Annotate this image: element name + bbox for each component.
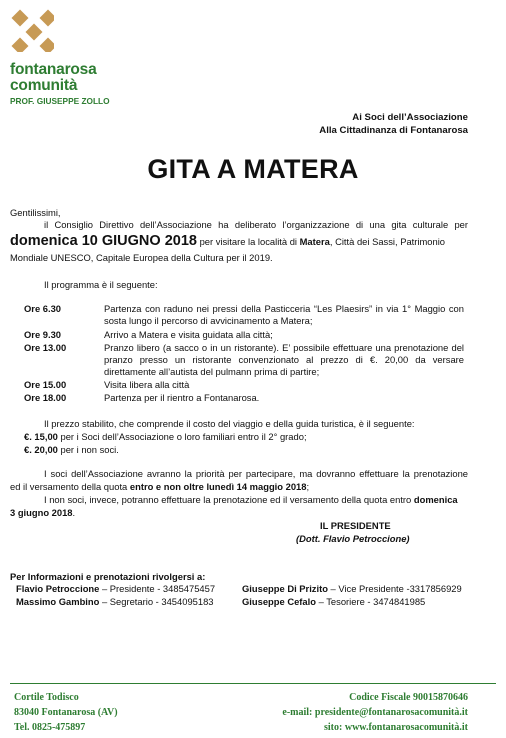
footer-divider [10, 683, 496, 684]
greeting: Gentilissimi, [10, 207, 61, 218]
logo-square-icon [12, 38, 29, 52]
contact-name: Massimo Gambino [16, 596, 100, 607]
intro-line2 [10, 235, 468, 248]
nonmember-deadline-end: 3 giugno 2018 [10, 507, 73, 518]
program-desc: Arrivo a Matera e visita guidata alla città; [104, 329, 273, 340]
logo-mark-icon [10, 8, 54, 52]
signature-role: IL PRESIDENTE [320, 520, 391, 531]
footer-address: Cortile Todisco [14, 692, 79, 703]
brand-name-line2: comunità [10, 77, 78, 94]
program-desc: Visita libera alla città [104, 379, 190, 390]
brand-subtitle: PROF. GIUSEPPE ZOLLO [10, 96, 110, 106]
program-desc: Pranzo libero (a sacco o in un ristorante). E’ possibile effettuare una prenotazione del pranzo presso un ristorante convenzionato al prezzo di €. 20,00 da versare direttamente all’autista del pulmann prima di partire; [104, 342, 464, 377]
price-members-text: per i Soci dell’Associazione o loro familiari entro il 2° grado; [57, 431, 307, 442]
notes-line1: I soci dell’Associazione avranno la priorità per partecipare, ma dovranno effettuare la prenotazione [44, 468, 468, 479]
price-nonmembers-text: per i non soci. [57, 444, 119, 455]
contact-name: Giuseppe Cefalo [242, 596, 316, 607]
notes-line3-a: I non soci, invece, potranno effettuare la prenotazione ed il versamento della quota entro [44, 494, 414, 505]
price-nonmembers-amount: €. 20,00 [24, 444, 58, 455]
intro-line3: Mondiale UNESCO, Capitale Europea della Cultura per il 2019. [10, 252, 273, 263]
contact-role: – Tesoriere - 3474841985 [315, 596, 426, 607]
recipient-line1: Ai Soci dell’Associazione [352, 112, 468, 123]
program-intro: Il programma è il seguente: [44, 279, 158, 290]
contact-role: – Presidente - 3485475457 [99, 583, 216, 594]
contact-name: Giuseppe Di Prizito [242, 583, 328, 594]
program-desc: Partenza con raduno nei pressi della Pasticceria “Les Plaesirs” in via 1° Maggio con sosta lungo il percorso di avvicinamento a Matera; [104, 303, 464, 326]
price-members [24, 431, 307, 443]
price-members-amount: €. 15,00 [24, 431, 58, 442]
program-time: Ore 6.30 [24, 303, 62, 314]
logo-square-icon [26, 24, 43, 41]
contact-role: – Segretario - 3454095183 [99, 596, 214, 607]
notes-line4-end: . [72, 507, 76, 518]
notes-line3 [44, 494, 468, 506]
recipient-line2: Alla Cittadinanza di Fontanarosa [319, 125, 468, 136]
footer-city: 83040 Fontanarosa (AV) [14, 707, 118, 718]
contact-vice-president [242, 583, 462, 595]
brand-name-line1: fontanarosa [10, 61, 97, 78]
intro-line1: il Consiglio Direttivo dell’Associazione ha deliberato l’organizzazione di una gita culturale per [44, 219, 468, 230]
intro-line2-b: , Città dei Sassi, Patrimonio [329, 236, 446, 247]
trip-place: Matera [299, 236, 330, 247]
footer-phone: Tel. 0825-475897 [14, 722, 86, 733]
program-time: Ore 15.00 [24, 379, 67, 390]
footer-website: sito: www.fontanarosacomunità.it [324, 722, 468, 733]
contacts-heading: Per Informazioni e prenotazioni rivolgersi a: [10, 571, 206, 582]
booking-deadline: entro e non oltre lunedì 14 maggio 2018 [129, 481, 307, 492]
contact-treasurer [242, 596, 425, 608]
logo-square-icon [40, 10, 54, 27]
contact-role: – Vice Presidente -3317856929 [327, 583, 462, 594]
footer-email: e-mail: presidente@fontanarosacomunità.it [282, 707, 468, 718]
signature-name: (Dott. Flavio Petroccione) [296, 533, 410, 544]
program-time: Ore 9.30 [24, 329, 62, 340]
price-intro: Il prezzo stabilito, che comprende il costo del viaggio e della guida turistica, è il seguente: [44, 418, 415, 429]
program-time: Ore 18.00 [24, 392, 67, 403]
notes-line2-a: ed il versamento della quota [10, 481, 130, 492]
program-desc: Partenza per il rientro a Fontanarosa. [104, 392, 260, 403]
notes-line2 [10, 481, 309, 493]
program-time: Ore 13.00 [24, 342, 67, 353]
footer-tax-code: Codice Fiscale 90015870646 [349, 692, 468, 703]
notes-line4 [10, 507, 75, 519]
nonmember-deadline-start: domenica [413, 494, 458, 505]
contact-president [16, 583, 215, 595]
trip-date: domenica 10 GIUGNO 2018 [10, 233, 197, 249]
page-title: GITA A MATERA [147, 154, 359, 184]
notes-line2-c: ; [306, 481, 310, 492]
intro-line2-a: per visitare la località di [196, 236, 300, 247]
logo-square-icon [40, 38, 54, 52]
price-nonmembers [24, 444, 119, 456]
logo-square-icon [12, 10, 29, 27]
contact-secretary [16, 596, 214, 608]
contact-name: Flavio Petroccione [16, 583, 100, 594]
